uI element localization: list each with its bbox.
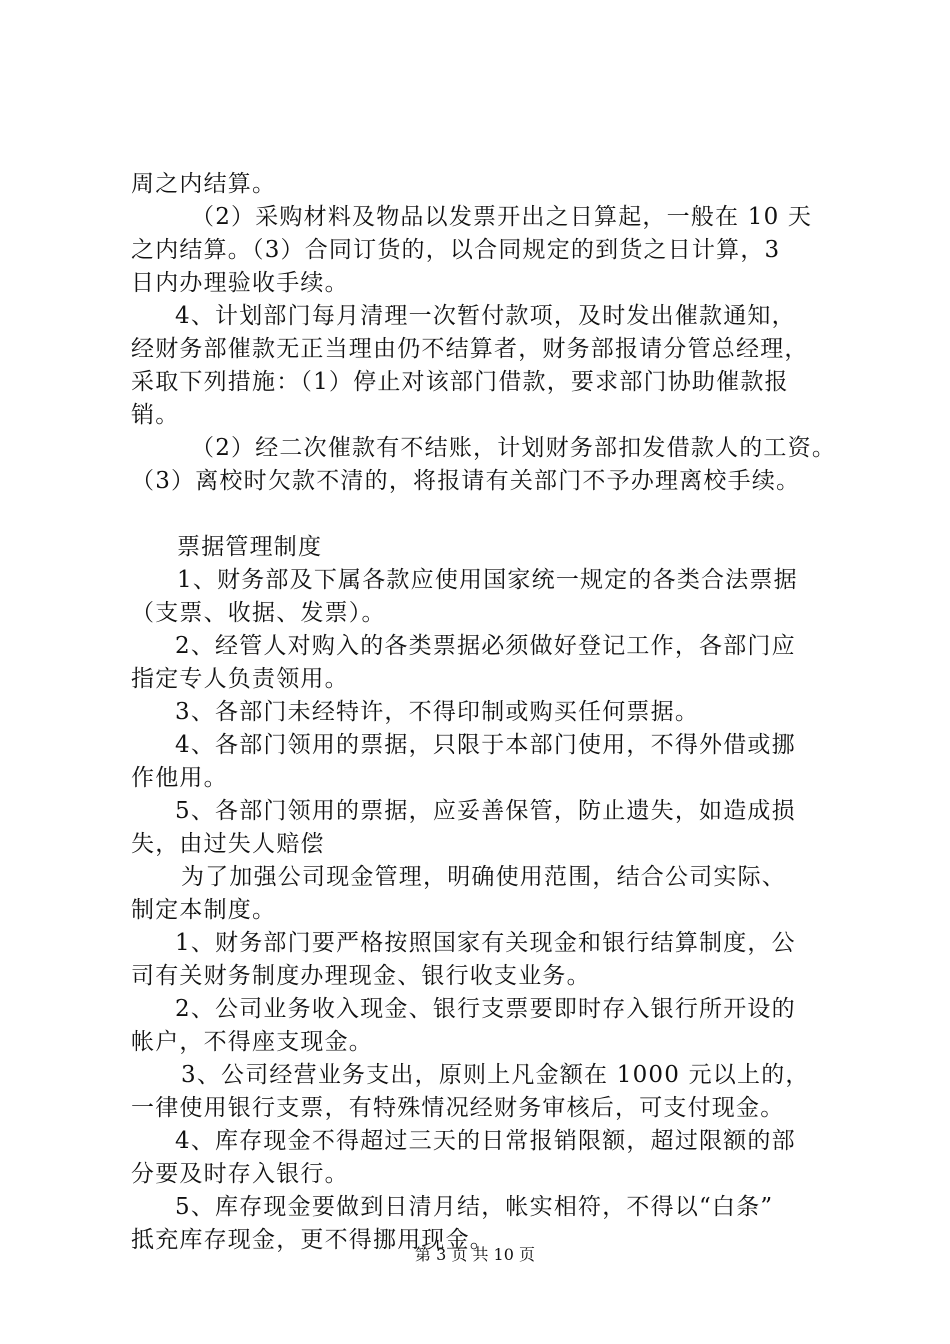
text-line: 制定本制度。	[131, 897, 277, 923]
text-line: 经财务部催款无正当理由仍不结算者，财务部报请分管总经理，	[131, 336, 809, 362]
text-line: 之内结算。（3）合同订货的，以合同规定的到货之日计算，3	[131, 237, 781, 263]
document-body	[131, 168, 846, 1257]
text-line: 4、计划部门每月清理一次暂付款项，及时发出催款通知，	[175, 303, 796, 329]
text-line: 分要及时存入银行。	[131, 1161, 349, 1187]
text-line: 销。	[131, 402, 180, 428]
text-line: 周之内结算。	[131, 171, 277, 197]
text-line: 2、经管人对购入的各类票据必须做好登记工作，各部门应	[175, 633, 796, 659]
text-line: 采取下列措施：（1）停止对该部门借款，要求部门协助催款报	[131, 369, 789, 395]
text-line: 作他用。	[131, 765, 228, 791]
text-line: （2）采购材料及物品以发票开出之日算起，一般在 10 天	[191, 204, 813, 230]
text-line: 1、财务部门要严格按照国家有关现金和银行结算制度，公	[175, 930, 796, 956]
text-line: 4、库存现金不得超过三天的日常报销限额，超过限额的部	[175, 1128, 796, 1154]
text-line: 5、库存现金要做到日清月结，帐实相符，不得以“白条”	[175, 1194, 774, 1220]
text-line: 4、各部门领用的票据，只限于本部门使用，不得外借或挪	[175, 732, 796, 758]
text-line: 为了加强公司现金管理，明确使用范围，结合公司实际、	[181, 864, 786, 890]
text-line: 日内办理验收手续。	[131, 270, 349, 296]
page-footer: 第 3 页 共 10 页	[415, 1245, 535, 1264]
text-line: 3、各部门未经特许，不得印制或购买任何票据。	[175, 699, 700, 725]
text-line: 3、公司经营业务支出，原则上凡金额在 1000 元以上的，	[181, 1062, 810, 1088]
text-line: 司有关财务制度办理现金、银行收支业务。	[131, 963, 591, 989]
text-line: （3）离校时欠款不清的，将报请有关部门不予办理离校手续。	[131, 468, 801, 494]
text-line: 失，由过失人赔偿	[131, 831, 325, 857]
text-line: 一律使用银行支票，有特殊情况经财务审核后，可支付现金。	[131, 1095, 785, 1121]
text-line: 指定专人负责领用。	[131, 666, 349, 692]
text-line: 抵充库存现金，更不得挪用现金。	[131, 1227, 494, 1253]
text-line: 帐户，不得座支现金。	[131, 1029, 373, 1055]
text-line: （支票、收据、发票）。	[131, 600, 386, 626]
text-line: 5、各部门领用的票据，应妥善保管，防止遗失，如造成损	[175, 798, 796, 824]
text-line: 票据管理制度	[177, 534, 323, 560]
blank-line	[131, 498, 846, 531]
text-line: 2、公司业务收入现金、银行支票要即时存入银行所开设的	[175, 996, 796, 1022]
text-line: （2）经二次催款有不结账，计划财务部扣发借款人的工资。	[191, 435, 837, 461]
text-line: 1、财务部及下属各款应使用国家统一规定的各类合法票据	[177, 567, 798, 593]
